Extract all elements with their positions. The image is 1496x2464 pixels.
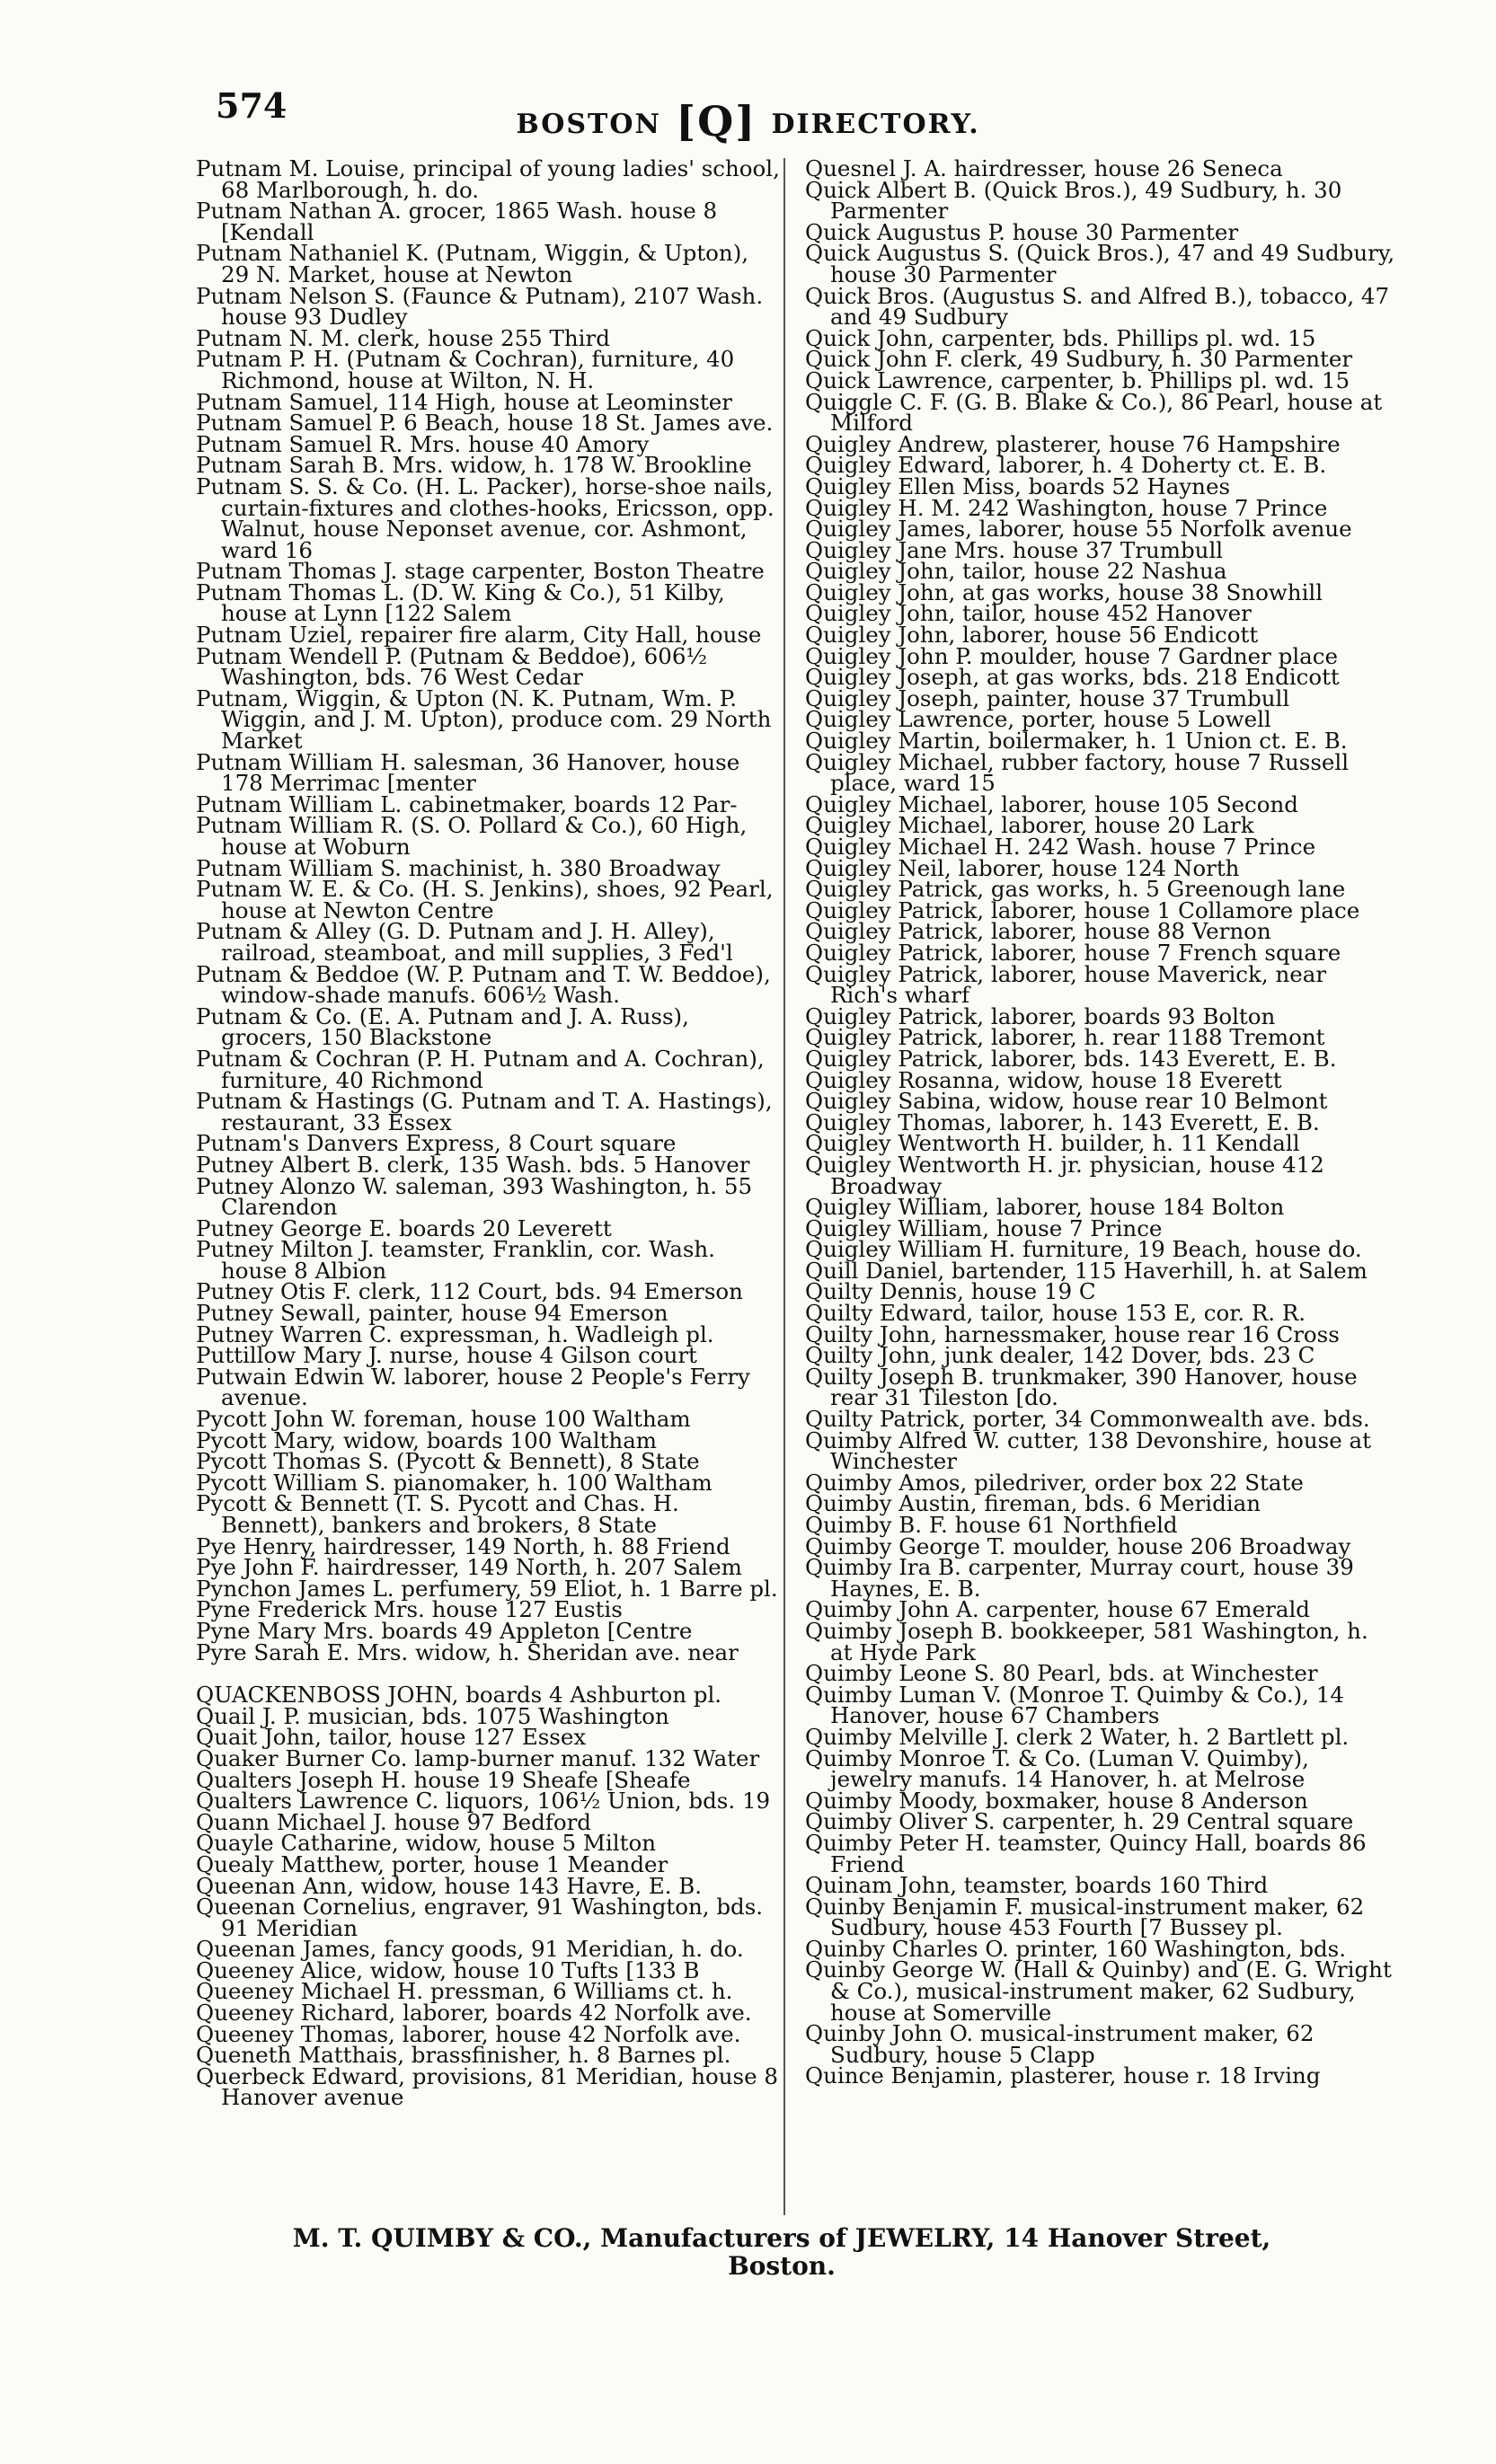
advertisement-footer (180, 2224, 1384, 2280)
directory-entry: Quigley Edward, laborer, h. 4 Doherty ct. E. B. (805, 452, 1327, 479)
directory-entry: Putnam Sarah B. Mrs. widow, h. 178 W. Brookline (196, 452, 752, 479)
directory-entry: Quigley John, laborer, house 56 Endicott (805, 622, 1259, 649)
directory-entry: Pycott Thomas S. (Pycott & Bennett), 8 State (196, 1448, 700, 1475)
directory-entry: Quail J. P. musician, bds. 1075 Washington (196, 1702, 669, 1729)
directory-entry: Quigley Andrew, plasterer, house 76 Hampshire (805, 430, 1341, 457)
directory-entry: Quigley Ellen Miss, boards 52 Haynes (805, 472, 1231, 499)
directory-entry: Putnam Samuel R. Mrs. house 40 Amory (196, 430, 650, 457)
directory-entry: Quilty John, junk dealer, 142 Dover, bds. 23 C (805, 1342, 1315, 1369)
directory-entry: Pyre Sarah E. Mrs. widow, h. Sheridan ave. near (196, 1638, 739, 1665)
directory-entry: Queenan Cornelius, engraver, 91 Washington, bds. 91 Meridian (196, 1894, 764, 1941)
directory-entry: Quinam John, teamster, boards 160 Third (805, 1872, 1269, 1899)
directory-entry: Qualters Lawrence C. liquors, 106½ Union, bds. 19 (196, 1788, 771, 1815)
directory-entry: Pyne Frederick Mrs. house 127 Eustis (196, 1596, 623, 1623)
directory-entry: Quilty Joseph B. trunkmaker, 390 Hanover, house rear 31 Tileston [do. (805, 1363, 1358, 1411)
directory-entry: Putnam Nathaniel K. (Putnam, Wiggin, & Upton), 29 N. Market, house at Newton (196, 240, 749, 287)
directory-entry: Quilty John, harnessmaker, house rear 16 Cross (805, 1320, 1340, 1347)
directory-entry: Quinby Charles O. printer, 160 Washington, bds. (805, 1935, 1347, 1962)
directory-entry: QUACKENBOSS JOHN, boards 4 Ashburton pl. (196, 1682, 722, 1709)
directory-entry: Quimby Leone S. 80 Pearl, bds. at Winchester (805, 1660, 1318, 1687)
directory-entry: Pycott John W. foreman, house 100 Waltham (196, 1406, 691, 1433)
directory-entry: Quigley William H. furniture, 19 Beach, house do. (805, 1236, 1362, 1263)
directory-entry: Quigley Michael H. 242 Wash. house 7 Prince (805, 834, 1316, 860)
directory-entry: Quick Lawrence, carpenter, b. Phillips pl. wd. 15 (805, 367, 1350, 393)
directory-entry: Quigley Rosanna, widow, house 18 Everett (805, 1066, 1282, 1093)
directory-entry: Quigley Joseph, painter, house 37 Trumbull (805, 684, 1290, 711)
directory-entry: Pye John F. hairdresser, 149 North, h. 207 Salem (196, 1554, 742, 1581)
directory-entry: Quimby Monroe T. & Co. (Luman V. Quimby), jewelry manufs. 14 Hanover, h. at Melrose (805, 1744, 1309, 1793)
directory-entry: Pycott & Bennett (T. S. Pycott and Chas. H. Bennett), bankers and brokers, 8 State (196, 1490, 679, 1538)
directory-entry: Puttillow Mary J. nurse, house 4 Gilson court (196, 1342, 697, 1369)
left-column (196, 155, 780, 2111)
directory-entry: Quick Albert B. (Quick Bros.), 49 Sudbury, h. 30 Parmenter (805, 176, 1342, 225)
header-title: DIRECTORY. (771, 109, 980, 140)
directory-entry: Quick Bros. (Augustus S. and Alfred B.), tobacco, 47 and 49 Sudbury (805, 282, 1390, 331)
directory-entry: Quilty Dennis, house 19 C (805, 1278, 1096, 1305)
directory-entry: Putnam Uziel, repairer fire alarm, City Hall, house (196, 622, 762, 649)
directory-entry: Quigley Joseph, at gas works, bds. 218 Endicott (805, 664, 1340, 691)
directory-entry: Quigley John P. moulder, house 7 Gardner place (805, 642, 1338, 669)
directory-entry: Putnam's Danvers Express, 8 Court square (196, 1130, 677, 1157)
directory-entry: Quilty Patrick, porter, 34 Commonwealth ave. bds. (805, 1406, 1370, 1433)
directory-entry: Quigley Patrick, laborer, house 7 French square (805, 939, 1341, 966)
directory-entry: Quimby Moody, boxmaker, house 8 Anderson (805, 1787, 1308, 1814)
directory-entry: Quiggle C. F. (G. B. Blake & Co.), 86 Pearl, house at Milford (805, 388, 1383, 437)
directory-entry: Quill Daniel, bartender, 115 Haverhill, h. at Salem (805, 1257, 1368, 1284)
header-letter: [Q] (676, 97, 757, 146)
directory-entry: Putnam & Co. (E. A. Putnam and J. A. Russ), grocers, 150 Blackstone (196, 1002, 689, 1051)
directory-entry: Quigley Wentworth H. jr. physician, house 412 Broadway (805, 1151, 1324, 1199)
directory-entry: Quigley William, laborer, house 184 Bolton (805, 1194, 1285, 1221)
directory-entry: Quigley Patrick, laborer, h. rear 1188 Tremont (805, 1024, 1325, 1051)
directory-entry: Quimby Amos, piledriver, order box 22 State (805, 1469, 1304, 1496)
column-divider (783, 158, 785, 2215)
directory-entry: Queeney Alice, widow, house 10 Tufts [133 B (196, 1956, 700, 1983)
directory-entry: Queenan James, fancy goods, 91 Meridian, h. do. (196, 1936, 744, 1963)
directory-entry: Qualters Joseph H. house 19 Sheafe [Sheafe (196, 1766, 691, 1793)
directory-entry: Quigley Michael, rubber factory, house 7 Russell place, ward 15 (805, 748, 1350, 797)
directory-entry: Pye Henry, hairdresser, 149 North, h. 88 Friend (196, 1532, 730, 1559)
directory-entry: Putnam Wendell P. (Putnam & Beddoe), 606½ Washington, bds. 76 West Cedar (196, 642, 708, 691)
directory-entry: Quick John F. clerk, 49 Sudbury, h. 30 Parmenter (805, 346, 1353, 373)
directory-entry: Putnam William H. salesman, 36 Hanover, house 178 Merrimac [menter (196, 748, 740, 797)
directory-entry: Quimby Joseph B. bookkeeper, 581 Washington, h. at Hyde Park (805, 1617, 1368, 1665)
directory-entry: Quimby George T. moulder, house 206 Broadway (805, 1532, 1351, 1559)
directory-entry: Quigley Patrick, laborer, house 1 Collamore place (805, 896, 1360, 923)
directory-entry: Putney Milton J. teamster, Franklin, cor. Wash. house 8 Albion (196, 1236, 715, 1284)
directory-entry: Quimby Austin, fireman, bds. 6 Meridian (805, 1490, 1261, 1517)
directory-entry: Quayle Catharine, widow, house 5 Milton (196, 1830, 656, 1857)
directory-entry: Putney George E. boards 20 Leverett (196, 1214, 612, 1241)
directory-entry: Putnam William S. machinist, h. 380 Broadway (196, 854, 721, 881)
directory-entry: Putney Sewall, painter, house 94 Emerson (196, 1300, 668, 1327)
directory-entry: Quigley Patrick, laborer, house Maverick, near Rich's wharf (805, 960, 1327, 1009)
footer-line-2: Boston. (728, 2251, 836, 2281)
directory-entry: Putnam William L. cabinetmaker, boards 12 Par- (196, 790, 738, 817)
directory-entry: Quick John, carpenter, bds. Phillips pl. wd. 15 (805, 324, 1316, 351)
directory-entry: Quick Augustus P. house 30 Parmenter (805, 218, 1239, 245)
directory-entry: Quait John, tailor, house 127 Essex (196, 1724, 587, 1751)
directory-entry: Queneth Matthais, brassfinisher, h. 8 Barnes pl. (196, 2042, 731, 2069)
directory-entry: Quimby Ira B. carpenter, Murray court, house 39 Haynes, E. B. (805, 1554, 1354, 1602)
directory-entry: Quigley John, tailor, house 22 Nashua (805, 558, 1227, 585)
directory-entry: Quimby Peter H. teamster, Quincy Hall, boards 86 Friend (805, 1829, 1367, 1877)
directory-entry: Putnam Samuel P. 6 Beach, house 18 St. James ave. (196, 410, 774, 437)
directory-entry: Pynchon James L. perfumery, 59 Eliot, h. 1 Barre pl. (196, 1575, 778, 1602)
directory-entry: Quann Michael J. house 97 Bedford (196, 1808, 591, 1835)
directory-entry: Quigley John, at gas works, house 38 Snowhill (805, 578, 1323, 605)
footer-line-1: M. T. QUIMBY & CO., Manufacturers of JEWELRY, 14 Hanover Street, (292, 2223, 1271, 2253)
directory-entry: Putnam, Wiggin, & Upton (N. K. Putnam, Wm. P. Wiggin, and J. M. Upton), produce com. 29 North Market (196, 684, 772, 755)
directory-entry: Quigley H. M. 242 Washington, house 7 Prince (805, 494, 1328, 521)
directory-entry: Putney Warren C. expressman, h. Wadleigh pl. (196, 1320, 714, 1347)
directory-entry: Queeney Richard, laborer, boards 42 Norfolk ave. (196, 2000, 752, 2027)
directory-entry: Quigley Michael, laborer, house 105 Second (805, 790, 1298, 817)
directory-entry: Quilty Edward, tailor, house 153 E, cor. R. R. (805, 1300, 1306, 1327)
directory-entry: Quigley Patrick, laborer, house 88 Vernon (805, 918, 1271, 945)
directory-entry: Putnam M. Louise, principal of young ladies' school, 68 Marlborough, h. do. (196, 155, 780, 203)
directory-entry: Quimby B. F. house 61 Northfield (805, 1512, 1178, 1538)
directory-entry: Quigley Thomas, laborer, h. 143 Everett, E. B. (805, 1108, 1320, 1135)
directory-entry: Quimby Oliver S. carpenter, h. 29 Central square (805, 1808, 1354, 1835)
directory-entry: Quigley William, house 7 Prince (805, 1214, 1163, 1241)
directory-entry: Putnam & Beddoe (W. P. Putnam and T. W. Beddoe), window-shade manufs. 606½ Wash. (196, 960, 771, 1009)
directory-entry: Quinby John O. musical-instrument maker, 62 Sudbury, house 5 Clapp (805, 2020, 1315, 2068)
directory-entry: Quigley Patrick, laborer, boards 93 Bolton (805, 1002, 1276, 1029)
directory-entry: Quigley Michael, laborer, house 20 Lark (805, 812, 1254, 839)
directory-entry: Putnam W. E. & Co. (H. S. Jenkins), shoes, 92 Pearl, house at Newton Centre (196, 876, 774, 923)
directory-entry: Quick Augustus S. (Quick Bros.), 47 and 49 Sudbury, house 30 Parmenter (805, 240, 1395, 287)
directory-entry: Quigley Lawrence, porter, house 5 Lowell (805, 706, 1271, 733)
directory-entry: Quigley Jane Mrs. house 37 Trumbull (805, 536, 1224, 563)
directory-entry: Putwain Edwin W. laborer, house 2 People's Ferry avenue. (196, 1363, 750, 1411)
directory-entry: Querbeck Edward, provisions, 81 Meridian, house 8 Hanover avenue (196, 2062, 778, 2111)
directory-entry: Quigley Martin, boilermaker, h. 1 Union ct. E. B. (805, 728, 1348, 755)
page-number: 574 (216, 85, 288, 126)
directory-entry: Pycott Mary, widow, boards 100 Waltham (196, 1426, 658, 1453)
right-column (805, 155, 1396, 2089)
directory-entry: Putnam Thomas J. stage carpenter, Boston Theatre (196, 558, 765, 585)
directory-entry: Putnam & Hastings (G. Putnam and T. A. Hastings), restaurant, 33 Essex (196, 1088, 773, 1135)
directory-entry: Pyne Mary Mrs. boards 49 Appleton [Centre (196, 1617, 693, 1644)
directory-entry: Pycott William S. pianomaker, h. 100 Waltham (196, 1469, 713, 1496)
directory-entry: Quince Benjamin, plasterer, house r. 18 Irving (805, 2062, 1321, 2089)
directory-entry: Putnam & Cochran (P. H. Putnam and A. Cochran), furniture, 40 Richmond (196, 1045, 765, 1093)
directory-entry: Quigley Sabina, widow, house rear 10 Belmont (805, 1088, 1328, 1115)
directory-entry: Quimby Melville J. clerk 2 Water, h. 2 Bartlett pl. (805, 1723, 1350, 1750)
directory-entry: Quinby George W. (Hall & Quinby) and (E. G. Wright & Co.), musical-instrument maker, 62 Sudbury, house at Somerville (805, 1956, 1392, 2026)
directory-entry: Putnam N. M. clerk, house 255 Third (196, 324, 610, 351)
directory-entry: Quesnel J. A. hairdresser, house 26 Seneca (805, 155, 1283, 181)
directory-entry: Queenan Ann, widow, house 143 Havre, E. B. (196, 1872, 703, 1899)
directory-entry: Quigley John, tailor, house 452 Hanover (805, 600, 1252, 627)
directory-entry: Quigley Patrick, laborer, bds. 143 Everett, E. B. (805, 1045, 1337, 1072)
directory-entry: Putney Otis F. clerk, 112 Court, bds. 94 Emerson (196, 1278, 743, 1305)
directory-entry: Putnam P. H. (Putnam & Cochran), furniture, 40 Richmond, house at Wilton, N. H. (196, 346, 735, 393)
page-header (0, 97, 1496, 146)
directory-entry: Queeney Michael H. pressman, 6 Williams ct. h. (196, 1978, 733, 2005)
directory-entry: Putney Alonzo W. saleman, 393 Washington, h. 55 Clarendon (196, 1172, 753, 1221)
directory-entry: Putnam Nelson S. (Faunce & Putnam), 2107 Wash. house 93 Dudley (196, 282, 764, 331)
directory-entry: Putnam & Alley (G. D. Putnam and J. H. Alley), railroad, steamboat, and mill supplies, 3 Fed'l (196, 918, 733, 966)
directory-entry: Quealy Matthew, porter, house 1 Meander (196, 1850, 668, 1877)
directory-entry: Quaker Burner Co. lamp-burner manuf. 132 Water (196, 1744, 760, 1771)
directory-entry: Queeney Thomas, laborer, house 42 Norfolk ave. (196, 2020, 741, 2047)
directory-entry: Quigley James, laborer, house 55 Norfolk avenue (805, 516, 1352, 543)
header-city: BOSTON (516, 109, 661, 140)
directory-entry: Quigley Wentworth H. builder, h. 11 Kendall (805, 1130, 1300, 1157)
directory-entry: Quigley Neil, laborer, house 124 North (805, 854, 1240, 881)
directory-entry: Putney Albert B. clerk, 135 Wash. bds. 5 Hanover (196, 1151, 750, 1178)
directory-entry: Putnam S. S. & Co. (H. L. Packer), horse-shoe nails, curtain-fixtures and clothes-hooks, Ericsson, opp. Walnut, house Neponset avenue, cor. Ashmont, ward 16 (196, 472, 775, 563)
directory-entry: Quimby Luman V. (Monroe T. Quimby & Co.), 14 Hanover, house 67 Chambers (805, 1681, 1344, 1729)
directory-entry: Putnam Nathan A. grocer, 1865 Wash. house 8 [Kendall (196, 198, 718, 245)
directory-entry: Quimby John A. carpenter, house 67 Emerald (805, 1596, 1310, 1623)
directory-entry: Putnam William R. (S. O. Pollard & Co.), 60 High, house at Woburn (196, 812, 748, 860)
directory-entry: Putnam Thomas L. (D. W. King & Co.), 51 Kilby, house at Lynn [122 Salem (196, 578, 725, 627)
directory-entry: Quimby Alfred W. cutter, 138 Devonshire, house at Winchester (805, 1426, 1371, 1475)
directory-entry: Putnam Samuel, 114 High, house at Leominster (196, 388, 733, 415)
directory-entry: Quinby Benjamin F. musical-instrument maker, 62 Sudbury, house 453 Fourth [7 Bussey pl. (805, 1893, 1365, 1941)
directory-entry: Quigley Patrick, gas works, h. 5 Greenough lane (805, 876, 1346, 903)
